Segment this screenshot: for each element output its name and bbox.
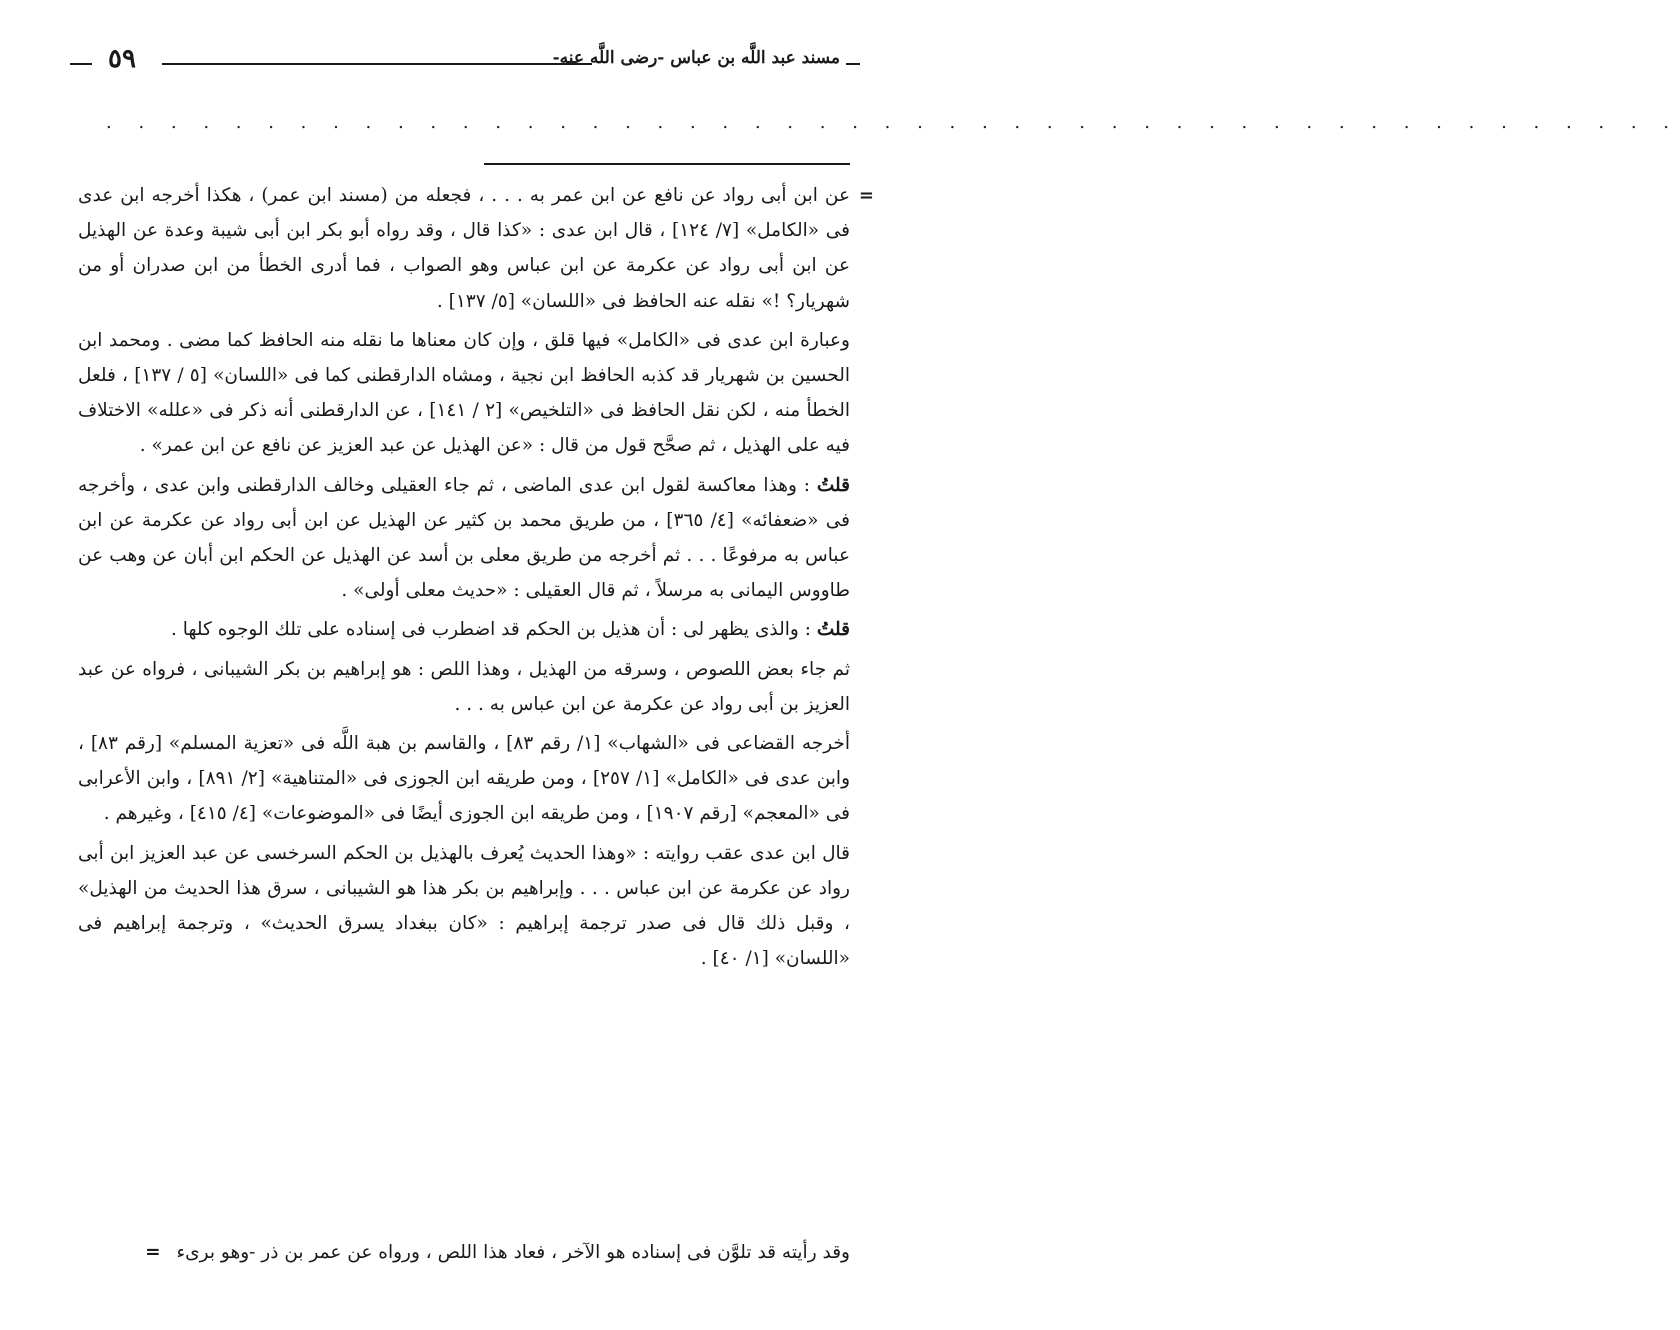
paragraph (78, 836, 850, 977)
page-number: ٥٩ (108, 44, 136, 74)
header-dash (70, 63, 92, 65)
continuation-mark: = (858, 185, 874, 206)
last-line-text: وقد رأيته قد تلوَّن فى إسناده هو الآخر ، فعاد هذا اللص ، ورواه عن عمر بن ذر -وهو برىء (176, 1242, 850, 1263)
paragraph-lead: قلتُ (816, 619, 850, 641)
paragraph-lead: قلتُ (816, 474, 850, 496)
paragraph-text: وعبارة ابن عدى فى «الكامل» فيها قلق ، وإن كان معناها ما نقله منه الحافظ كما مضى . ومحمد ابن الحسين بن شهريار قد كذبه الحافظ ابن نجية ، ومشاه الدارقطنى كما فى «اللسان» [٥ / ١٣٧] ، فلعل الخطأ منه ، لكن نقل الحافظ فى «التلخيص» [٢ / ١٤١] ، عن الدارقطنى أنه ذكر فى «علله» الاختلاف فيه على الهذيل ، ثم صحَّح قول من قال : «عن الهذيل عن عبد العزيز عن نافع عن ابن عمر» . (78, 329, 851, 457)
paragraph (78, 468, 850, 609)
paragraph (78, 612, 850, 647)
paragraph (78, 178, 874, 319)
running-header (70, 44, 860, 84)
paragraph (78, 323, 850, 464)
paragraph-text: قال ابن عدى عقب روايته : «وهذا الحديث يُعرف بالهذيل بن الحكم السرخسى عن عبد العزيز ابن أبى رواد عن عكرمة عن ابن عباس . . . وإبراهيم بن بكر هذا هو الشيبانى ، سرق هذا الحديث من الهذيل» ، وقبل ذلك قال فى صدر ترجمة إبراهيم : «كان ببغداد يسرق الحديث» ، وترجمة إبراهيم فى «اللسان» [١/ ٤٠] . (78, 842, 850, 970)
dotted-divider: . . . . . . . . . . . . . . . . . . . . . . . . . . . . . . . . . . . . . . . . . . . . . . . . . (106, 112, 1680, 133)
paragraph (78, 652, 850, 722)
paragraph-text: : وهذا معاكسة لقول ابن عدى الماضى ، ثم جاء العقيلى وخالف الدارقطنى وابن عدى ، وأخرجه فى «ضعفائه» [٤/ ٣٦٥] ، من طريق محمد بن كثير عن الهذيل عن ابن أبى رواد عن عكرمة عن ابن عباس به مرفوعًا . . . ثم أخرجه من طريق معلى بن أسد عن الهذيل عن الحكم ابن أبان عن وهب عن طاووس اليمانى به مرسلاً ، ثم قال العقيلى : «حديث معلى أولى» . (78, 474, 850, 602)
paragraph-text: عن ابن أبى رواد عن نافع عن ابن عمر به . . . ، فجعله من (مسند ابن عمر) ، هكذا أخرجه ابن عدى فى «الكامل» [٧/ ١٢٤] ، قال ابن عدى : «كذا قال ، وقد رواه أبو بكر ابن أبى شيبة وعدة عن الهذيل عن ابن أبى رواد عن عكرمة عن ابن عباس وهو الصواب ، فما أدرى الخطأ من ابن صدران أو من شهريار؟ !» نقله عنه الحافظ فى «اللسان» [٥/ ١٣٧] . (78, 185, 850, 312)
footnote-separator (484, 163, 850, 165)
running-title: مسند عبد اللَّه بن عباس -رضى اللَّه عنه- (552, 48, 840, 68)
footnote-body (78, 178, 874, 980)
paragraph-text: : والذى يظهر لى : أن هذيل بن الحكم قد اضطرب فى إسناده على تلك الوجوه كلها . (170, 619, 811, 641)
header-rule (162, 63, 592, 65)
last-line (78, 1235, 850, 1270)
paragraph-text: ثم جاء بعض اللصوص ، وسرقه من الهذيل ، وهذا اللص : هو إبراهيم بن بكر الشيبانى ، فرواه عن عبد العزيز بن أبى رواد عن عكرمة عن ابن عباس به . . . (78, 658, 850, 715)
continuation-mark: = (145, 1242, 161, 1263)
paragraph (78, 726, 850, 832)
paragraph-text: أخرجه القضاعى فى «الشهاب» [١/ رقم ٨٣] ، والقاسم بن هبة اللَّه فى «تعزية المسلم» [رقم ٨٣] ، وابن عدى فى «الكامل» [١/ ٢٥٧] ، ومن طريقه ابن الجوزى فى «المتناهية» [٢/ ٨٩١] ، وابن الأعرابى فى «المعجم» [رقم ١٩٠٧] ، ومن طريقه ابن الجوزى أيضًا فى «الموضوعات» [٤/ ٤١٥] ، وغيرهم . (78, 733, 851, 825)
